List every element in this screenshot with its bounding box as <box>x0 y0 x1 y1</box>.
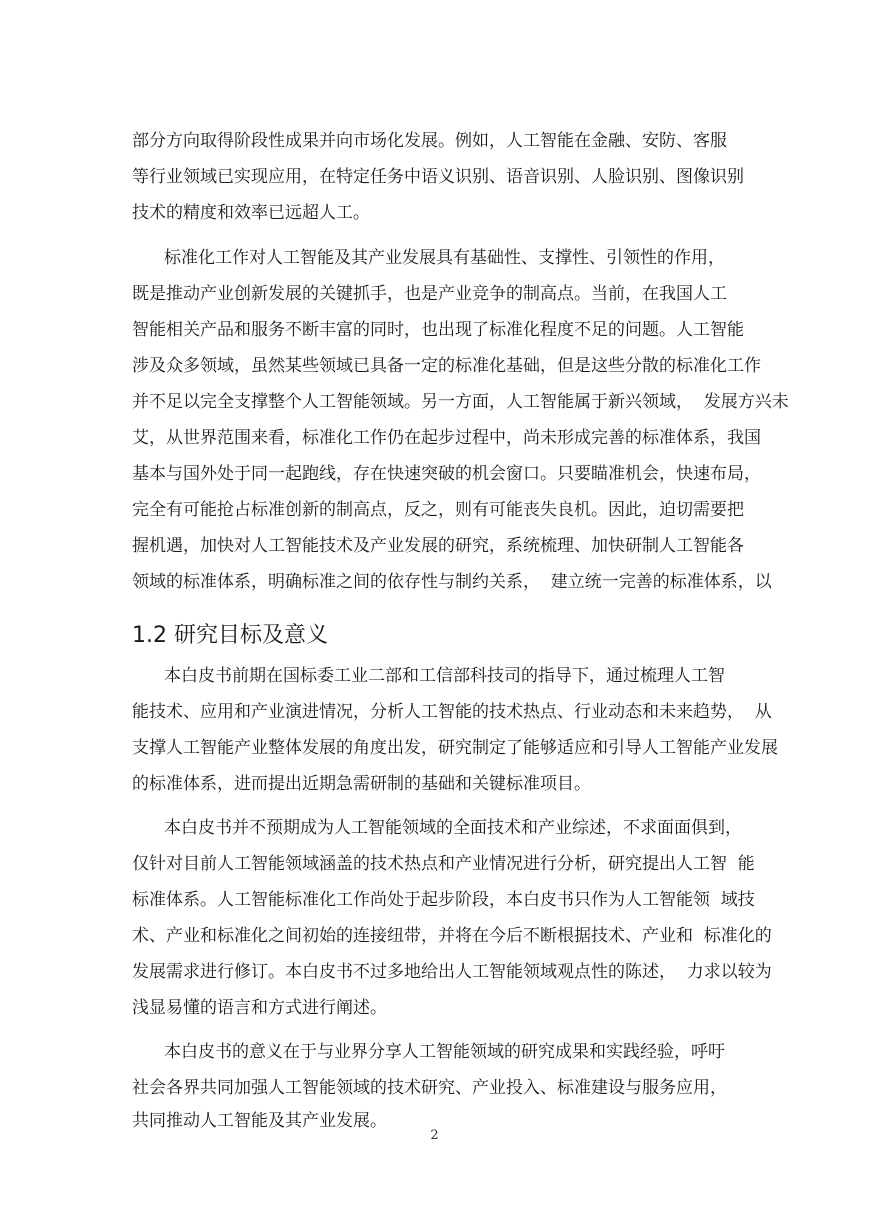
scope-line: 浅显易懂的语言和方式进行阐述。 <box>132 998 387 1018</box>
intro-line: 等行业领域已实现应用，在特定任务中语义识别、语音识别、人脸识别、图像识别 <box>132 167 744 187</box>
standardization-line: 智能相关产品和服务不断丰富的同时，也出现了标准化程度不足的问题。人工智能 <box>132 320 744 340</box>
goal-line: 本白皮书前期在国标委工业二部和工信部科技司的指导下，通过梳理人工智 <box>164 666 725 686</box>
scope-line: 发展需求进行修订。本白皮书不过多地给出人工智能领域观点性的陈述， 力求以较为 <box>132 962 772 982</box>
intro-line: 部分方向取得阶段性成果并向市场化发展。例如，人工智能在金融、安防、客服 <box>132 131 727 151</box>
section-heading: 1.2 研究目标及意义 <box>132 623 328 648</box>
standardization-line: 完全有可能抢占标准创新的制高点，反之，则有可能丧失良机。因此，迫切需要把 <box>132 500 744 520</box>
standardization-line: 涉及众多领域，虽然某些领域已具备一定的标准化基础，但是这些分散的标准化工作 <box>132 356 761 376</box>
significance-line: 社会各界共同加强人工智能领域的技术研究、产业投入、标准建设与服务应用， <box>132 1078 727 1098</box>
significance-line: 共同推动人工智能及其产业发展。 <box>132 1111 387 1131</box>
scope-line: 仅针对目前人工智能领域涵盖的技术热点和产业情况进行分析，研究提出人工智 能 <box>132 854 755 874</box>
page-number: 2 <box>430 1128 439 1143</box>
scope-line: 术、产业和标准化之间初始的连接纽带，并将在今后不断根据技术、产业和 标准化的 <box>132 926 772 946</box>
intro-line: 技术的精度和效率已远超人工。 <box>132 203 370 223</box>
scope-line: 标准体系。人工智能标准化工作尚处于起步阶段，本白皮书只作为人工智能领 域技 <box>132 890 755 910</box>
standardization-line: 艾，从世界范围来看，标准化工作仍在起步过程中，尚未形成完善的标准体系，我国 <box>132 428 761 448</box>
standardization-line: 基本与国外处于同一起跑线，存在快速突破的机会窗口。只要瞄准机会，快速布局， <box>132 464 761 484</box>
significance-line: 本白皮书的意义在于与业界分享人工智能领域的研究成果和实践经验，呼吁 <box>164 1042 725 1062</box>
standardization-line: 既是推动产业创新发展的关键抓手，也是产业竞争的制高点。当前，在我国人工 <box>132 284 727 304</box>
scope-line: 本白皮书并不预期成为人工智能领域的全面技术和产业综述，不求面面俱到， <box>164 818 742 838</box>
standardization-line: 并不足以完全支撑整个人工智能领域。另一方面，人工智能属于新兴领域， 发展方兴未 <box>132 392 789 412</box>
standardization-line: 握机遇，加快对人工智能技术及产业发展的研究，系统梳理、加快研制人工智能各 <box>132 536 744 556</box>
standardization-line: 领域的标准体系，明确标准之间的依存性与制约关系， 建立统一完善的标准体系，以 <box>132 572 772 592</box>
goal-line: 能技术、应用和产业演进情况，分析人工智能的技术热点、行业动态和未来趋势， 从 <box>132 702 772 722</box>
goal-line: 支撑人工智能产业整体发展的角度出发，研究制定了能够适应和引导人工智能产业发展 <box>132 738 778 758</box>
goal-line: 的标准体系，进而提出近期急需研制的基础和关键标准项目。 <box>132 774 591 794</box>
standardization-line: 标准化工作对人工智能及其产业发展具有基础性、支撑性、引领性的作用， <box>164 248 725 268</box>
